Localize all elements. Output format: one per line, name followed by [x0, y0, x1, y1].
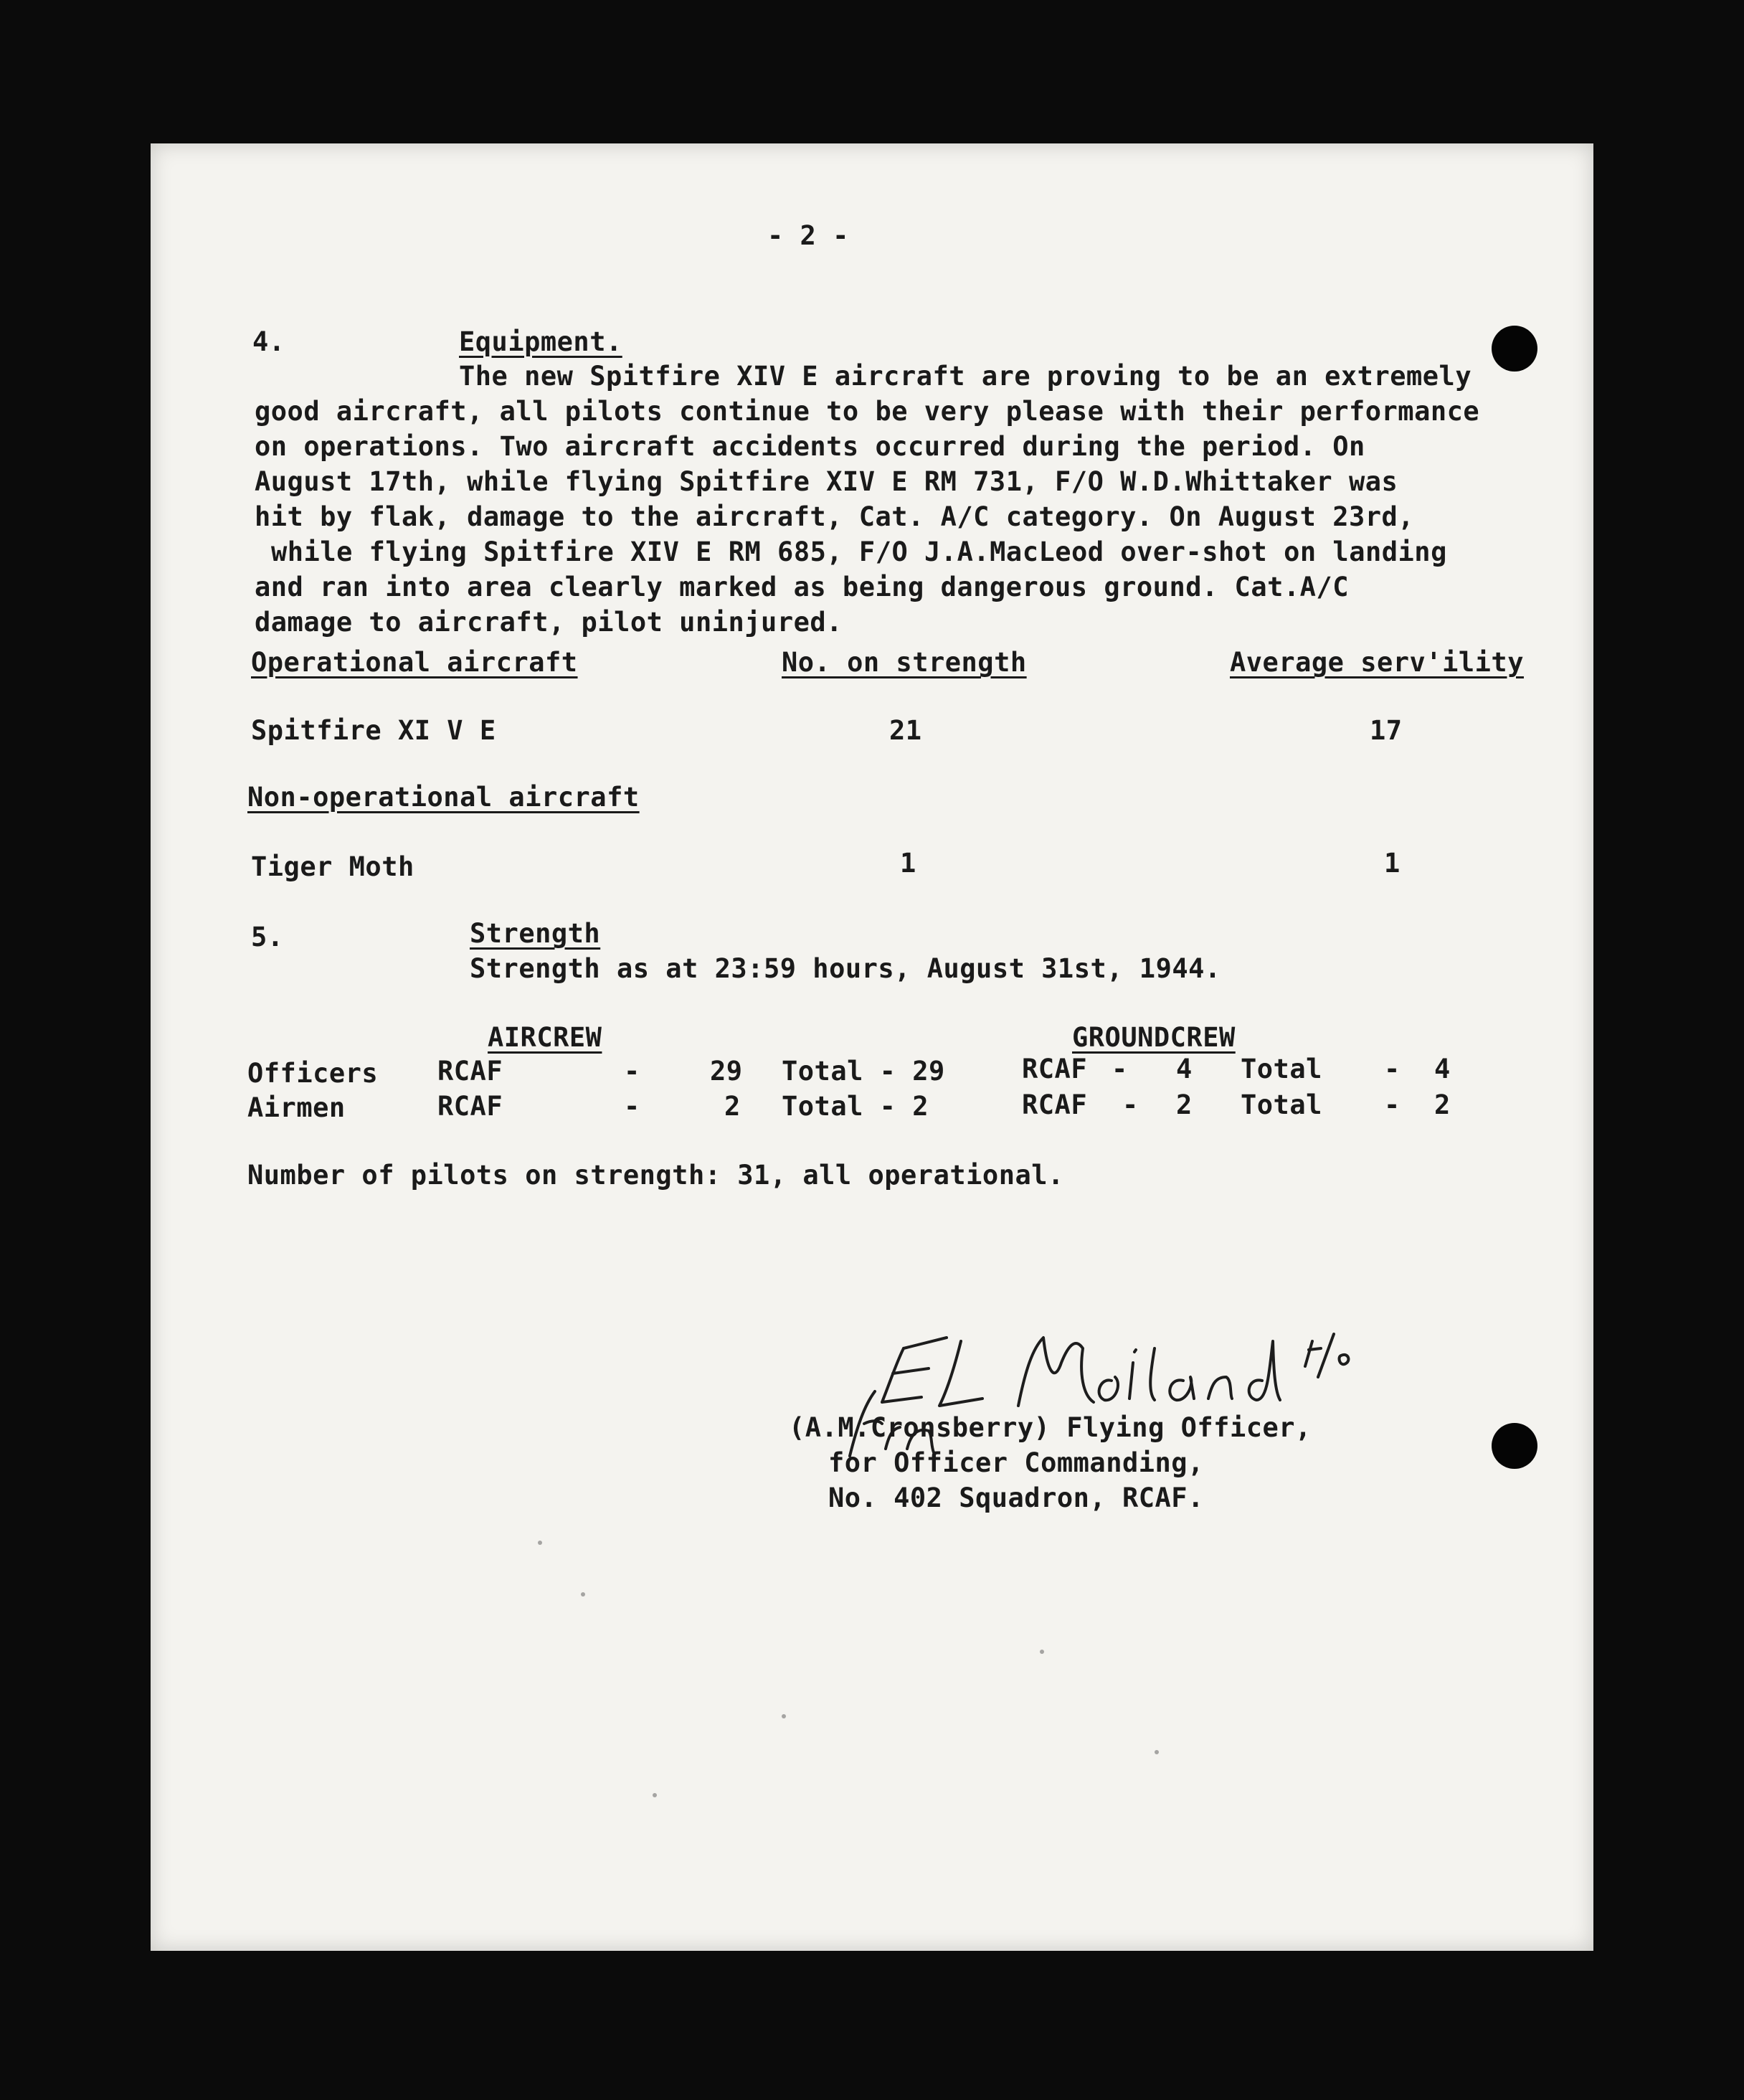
- operational-aircraft-serviceability: 17: [1370, 715, 1403, 746]
- equipment-line-8: damage to aircraft, pilot uninjured.: [255, 607, 843, 638]
- row-airmen-gc-dash: -: [1122, 1089, 1139, 1120]
- header-average-serviceability: Average serv'ility: [1230, 647, 1524, 678]
- header-no-on-strength: No. on strength: [782, 647, 1027, 678]
- row-officers-gc-dash: -: [1112, 1054, 1128, 1084]
- row-airmen-gc-total: Total: [1241, 1089, 1322, 1120]
- row-officers-ac-dash: -: [624, 1056, 640, 1087]
- section-5-number: 5.: [251, 922, 284, 952]
- row-officers-label: Officers: [247, 1058, 379, 1089]
- row-airmen-gc-tdash: -: [1384, 1089, 1401, 1120]
- document-page: [151, 143, 1593, 1951]
- non-operational-heading: Non-operational aircraft: [247, 782, 640, 813]
- section-4-number: 4.: [252, 326, 285, 357]
- equipment-line-2: good aircraft, all pilots continue to be very please with their performance: [255, 396, 1480, 427]
- strength-subline: Strength as at 23:59 hours, August 31st, 1944.: [470, 953, 1221, 984]
- scan-speck: [538, 1541, 542, 1545]
- equipment-line-5: hit by flak, damage to the aircraft, Cat. A/C category. On August 23rd,: [255, 501, 1415, 532]
- non-operational-aircraft-strength: 1: [900, 848, 916, 879]
- row-officers-gc-tdash: -: [1384, 1054, 1401, 1084]
- row-officers-ac-num: 29: [710, 1056, 743, 1087]
- signature-unit-line: No. 402 Squadron, RCAF.: [828, 1482, 1204, 1513]
- row-officers-ac-unit: RCAF: [437, 1056, 503, 1087]
- equipment-line-6: while flying Spitfire XIV E RM 685, F/O J.A.MacLeod over-shot on landing: [271, 536, 1447, 567]
- scan-speck: [581, 1592, 585, 1597]
- scan-speck: [1040, 1650, 1044, 1654]
- non-operational-aircraft-serviceability: 1: [1384, 848, 1401, 879]
- scan-speck: [1155, 1750, 1159, 1754]
- row-officers-gc-num: 4: [1176, 1054, 1193, 1084]
- row-officers-gc-total: Total: [1241, 1054, 1322, 1084]
- row-officers-gc-unit: RCAF: [1022, 1054, 1088, 1084]
- binder-hole-bottom: [1492, 1423, 1537, 1469]
- header-operational-aircraft: Operational aircraft: [251, 647, 578, 678]
- operational-aircraft-name: Spitfire XI V E: [251, 715, 496, 746]
- signature-role-line: for Officer Commanding,: [828, 1447, 1204, 1478]
- signature-name-line: (A.M.Cronsberry) Flying Officer,: [789, 1412, 1312, 1443]
- section-5-heading: Strength: [470, 918, 601, 949]
- row-officers-gc-tnum: 4: [1434, 1054, 1451, 1084]
- operational-aircraft-strength: 21: [889, 715, 922, 746]
- aircrew-label: AIRCREW: [488, 1022, 602, 1053]
- row-airmen-gc-tnum: 2: [1434, 1089, 1451, 1120]
- section-4-heading: Equipment.: [459, 326, 622, 357]
- equipment-line-4: August 17th, while flying Spitfire XIV E RM 731, F/O W.D.Whittaker was: [255, 466, 1398, 497]
- non-operational-aircraft-name: Tiger Moth: [251, 851, 414, 882]
- row-airmen-ac-dash: -: [624, 1091, 640, 1122]
- equipment-line-3: on operations. Two aircraft accidents occurred during the period. On: [255, 431, 1365, 462]
- row-airmen-gc-unit: RCAF: [1022, 1089, 1088, 1120]
- scan-speck: [653, 1793, 657, 1797]
- equipment-line-1: The new Spitfire XIV E aircraft are proving to be an extremely: [459, 361, 1472, 392]
- groundcrew-label: GROUNDCREW: [1072, 1022, 1236, 1053]
- row-officers-ac-total: Total - 29: [782, 1056, 945, 1087]
- pilots-line: Number of pilots on strength: 31, all operational.: [247, 1160, 1064, 1191]
- scan-speck: [782, 1714, 786, 1718]
- page-number: - 2 -: [767, 220, 849, 251]
- row-airmen-ac-total: Total - 2: [782, 1091, 929, 1122]
- row-airmen-ac-num: 2: [724, 1091, 741, 1122]
- row-airmen-label: Airmen: [247, 1092, 346, 1123]
- row-airmen-gc-num: 2: [1176, 1089, 1193, 1120]
- equipment-line-7: and ran into area clearly marked as being dangerous ground. Cat.A/C: [255, 572, 1349, 602]
- binder-hole-top: [1492, 326, 1537, 372]
- row-airmen-ac-unit: RCAF: [437, 1091, 503, 1122]
